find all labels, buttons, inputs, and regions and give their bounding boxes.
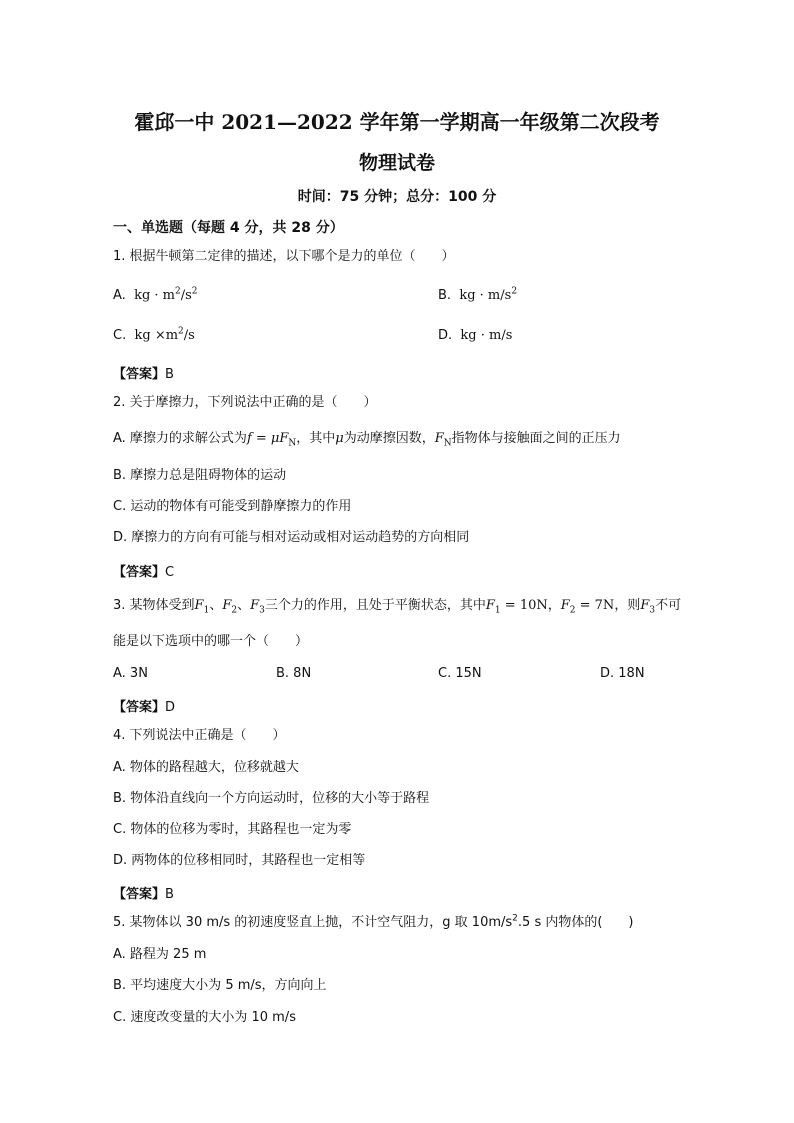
q4-option-b: B. 物体沿直线向一个方向运动时，位移的大小等于路程 bbox=[113, 791, 430, 806]
q5-option-c: C. 速度改变量的大小为 10 m/s bbox=[113, 1010, 296, 1025]
q1-option-c bbox=[113, 327, 195, 345]
q1-option-a-text: kg · $m^2/s^2$ bbox=[134, 286, 198, 303]
q1-stem: 1. 根据牛顿第二定律的描述，以下哪个是力的单位（ ） bbox=[113, 249, 455, 264]
q2-option-a: A. 摩擦力的求解公式为$f = \mu F_N$，其中μ为动摩擦因数，$F_N$指物体与接触面之间的正压力 bbox=[113, 431, 621, 449]
q1-option-b bbox=[438, 287, 517, 305]
q4-stem: 4. 下列说法中正确是（ ） bbox=[113, 728, 286, 743]
exam-time-info: 时间：75 分钟；总分：100 分 bbox=[297, 189, 497, 205]
q1-option-a-label: A. bbox=[113, 288, 126, 303]
q4-option-c: C. 物体的位移为零时，其路程也一定为零 bbox=[113, 822, 352, 837]
q1-option-b-text: kg · $m/s^2$ bbox=[459, 286, 518, 303]
q3-option-d: D. 18N bbox=[600, 666, 645, 681]
q1-option-c-text: kg $\times m^2/s$ bbox=[134, 326, 195, 343]
q3-answer bbox=[113, 696, 175, 715]
q4-option-a: A. 物体的路程越大，位移就越大 bbox=[113, 760, 299, 775]
q2-answer-value: C bbox=[165, 565, 175, 580]
q2-option-d: D. 摩擦力的方向有可能与相对运动或相对运动趋势的方向相同 bbox=[113, 530, 470, 545]
answer-tag: 【答案】 bbox=[113, 700, 166, 715]
exam-title: 霍邱一中 2021—2022 学年第一学期高一年级第二次段考 bbox=[134, 110, 660, 134]
q1-answer bbox=[113, 363, 174, 382]
q1-option-d bbox=[438, 327, 512, 345]
q2-stem: 2. 关于摩擦力，下列说法中正确的是（ ） bbox=[113, 395, 377, 410]
q1-option-d-text: kg · m/s bbox=[460, 328, 513, 343]
q1-answer-value: B bbox=[165, 367, 174, 382]
q1-option-d-label: D. bbox=[438, 328, 453, 343]
answer-tag: 【答案】 bbox=[113, 367, 166, 382]
q1-option-b-label: B. bbox=[438, 288, 452, 303]
exam-subject: 物理试卷 bbox=[358, 152, 435, 174]
q3-answer-value: D bbox=[165, 700, 176, 715]
section-heading: 一、单选题（每题 4 分，共 28 分） bbox=[113, 220, 344, 236]
q3-stem-line1: 3. 某物体受到$F_1$、$F_2$、$F_3$三个力的作用，且处于平衡状态，其中$F_1 = 10N$，$F_2 = 7N$，则$F_3$不可 bbox=[113, 598, 682, 616]
q4-answer bbox=[113, 883, 174, 902]
friction-formula: $f = \mu F_N$ bbox=[246, 431, 297, 449]
answer-tag: 【答案】 bbox=[113, 887, 166, 902]
q3-option-c: C. 15N bbox=[438, 666, 482, 681]
q3-option-a: A. 3N bbox=[113, 666, 148, 681]
q3-option-b: B. 8N bbox=[276, 666, 312, 681]
q5-stem: 5. 某物体以 30 m/s 的初速度竖直上抛，不计空气阻力，g 取 $10m/s^2.5$ s 内物体的( ) bbox=[113, 913, 634, 930]
q4-answer-value: B bbox=[165, 887, 174, 902]
q5-option-b: B. 平均速度大小为 5 m/s，方向向上 bbox=[113, 978, 327, 993]
q5-option-a: A. 路程为 25 m bbox=[113, 947, 207, 962]
q1-option-a bbox=[113, 287, 198, 305]
q3-stem-line2: 能是以下选项中的哪一个（ ） bbox=[113, 634, 309, 649]
q4-option-d: D. 两物体的位移相同时，其路程也一定相等 bbox=[113, 853, 366, 868]
q2-option-b: B. 摩擦力总是阻碍物体的运动 bbox=[113, 468, 287, 483]
q2-answer bbox=[113, 561, 174, 580]
answer-tag: 【答案】 bbox=[113, 565, 166, 580]
q2-option-c: C. 运动的物体有可能受到静摩擦力的作用 bbox=[113, 499, 352, 514]
q1-option-c-label: C. bbox=[113, 328, 127, 343]
